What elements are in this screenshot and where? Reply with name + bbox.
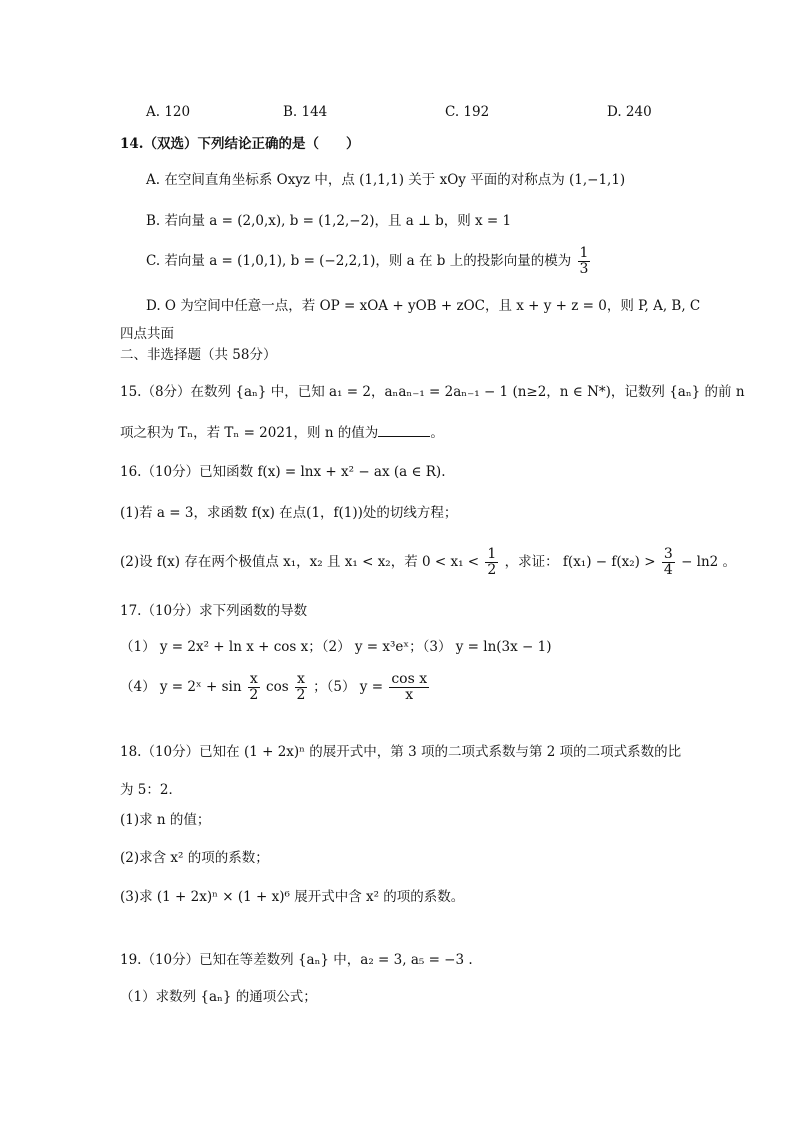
q17-line2-text-a: （4） y = 2ˣ + sin <box>120 679 242 695</box>
q13-option-b: B. 144 <box>283 104 328 120</box>
q17-fraction-2 <box>295 672 307 703</box>
q16-part2-text-c: − ln2 。 <box>681 554 737 570</box>
q16-frac1-numerator: 1 <box>487 546 497 562</box>
q17-line2 <box>120 672 431 703</box>
q16-part2-text-b: ，求证： f(x₁) − f(x₂) > <box>504 554 656 570</box>
q13-option-d: D. 240 <box>607 104 652 120</box>
q14-option-b: B. 若向量 a = (2,0,x), b = (1,2,−2)，且 a ⊥ b，则 x = 1 <box>146 213 512 229</box>
q14-option-c <box>146 246 592 277</box>
q17-fraction-3 <box>389 672 429 703</box>
q17-frac2-numerator: x <box>296 671 305 687</box>
q14-stem: 14.（双选）下列结论正确的是（ ） <box>120 136 360 152</box>
q16-fraction-three-quarters <box>662 547 675 578</box>
q18-part3: (3)求 (1 + 2x)ⁿ × (1 + x)⁶ 展开式中含 x² 的项的系数。 <box>120 889 465 905</box>
q15-line2 <box>120 422 444 443</box>
q14-c-denominator: 3 <box>579 261 589 277</box>
q19-part1: （1）求数列 {aₙ} 的通项公式； <box>120 989 317 1005</box>
q14-c-numerator: 1 <box>579 245 589 261</box>
q13-option-a: A. 120 <box>146 104 191 120</box>
q15-line2-end: 。 <box>430 425 444 441</box>
q16-frac2-numerator: 3 <box>663 546 673 562</box>
q15-answer-blank <box>378 422 430 437</box>
q18-line1: 18.（10分）已知在 (1 + 2x)ⁿ 的展开式中，第 3 项的二项式系数与第 2 项的二项式系数的比 <box>120 744 682 760</box>
q14-option-d-continued: 四点共面 <box>120 326 174 342</box>
q17-frac2-denominator: 2 <box>296 687 306 703</box>
q18-line2: 为 5：2． <box>120 782 182 798</box>
q14-option-a: A. 在空间直角坐标系 Oxyz 中，点 (1,1,1) 关于 xOy 平面的对称点为 (1,−1,1) <box>146 172 626 188</box>
q17-line2-text-c: ；（5） y = <box>313 679 384 695</box>
q14-c-fraction <box>578 246 591 277</box>
q16-frac2-denominator: 4 <box>663 562 673 578</box>
q17-frac1-denominator: 2 <box>249 687 259 703</box>
q14-option-d: D. O 为空间中任意一点，若 OP = xOA + yOB + zOC，且 x + y + z = 0，则 P, A, B, C <box>146 298 701 314</box>
q17-line2-text-b: cos <box>266 679 289 695</box>
q18-part2: (2)求含 x² 的项的系数； <box>120 850 269 866</box>
q15-line1: 15.（8分）在数列 {aₙ} 中，已知 a₁ = 2，aₙaₙ₋₁ = 2aₙ₋₁ − 1 (n≥2，n ∈ N*)，记数列 {aₙ} 的前 n <box>120 384 745 400</box>
q17-frac3-numerator: cos x <box>391 671 428 687</box>
q17-frac3-denominator: x <box>405 687 414 703</box>
q16-part1: (1)若 a = 3，求函数 f(x) 在点(1，f(1))处的切线方程； <box>120 505 458 521</box>
q13-option-c: C. 192 <box>445 104 490 120</box>
section-title: 二、非选择题（共 58分） <box>120 347 277 363</box>
q16-frac1-denominator: 2 <box>487 562 497 578</box>
q18-part1: (1)求 n 的值； <box>120 812 211 828</box>
q17-stem: 17.（10分）求下列函数的导数 <box>120 603 308 619</box>
q15-line2-text: 项之积为 Tₙ，若 Tₙ = 2021，则 n 的值为 <box>120 425 379 441</box>
q17-fraction-1 <box>248 672 260 703</box>
q17-line1: （1） y = 2x² + ln x + cos x；（2） y = x³eˣ；（3） y = ln(3x − 1) <box>120 639 552 655</box>
q14-option-c-text: C. 若向量 a = (1,0,1), b = (−2,2,1)，则 a 在 b 上的投影向量的模为 <box>146 253 572 269</box>
q16-stem: 16.（10分）已知函数 f(x) = lnx + x² − ax (a ∈ R). <box>120 464 446 480</box>
q19-stem: 19.（10分）已知在等差数列 {aₙ} 中，a₂ = 3, a₅ = −3 . <box>120 952 473 968</box>
q17-frac1-numerator: x <box>249 671 258 687</box>
q16-part2-text-a: (2)设 f(x) 存在两个极值点 x₁，x₂ 且 x₁ < x₂，若 0 < x₁ < <box>120 554 480 570</box>
q16-fraction-half <box>485 547 498 578</box>
q16-part2 <box>120 547 736 578</box>
